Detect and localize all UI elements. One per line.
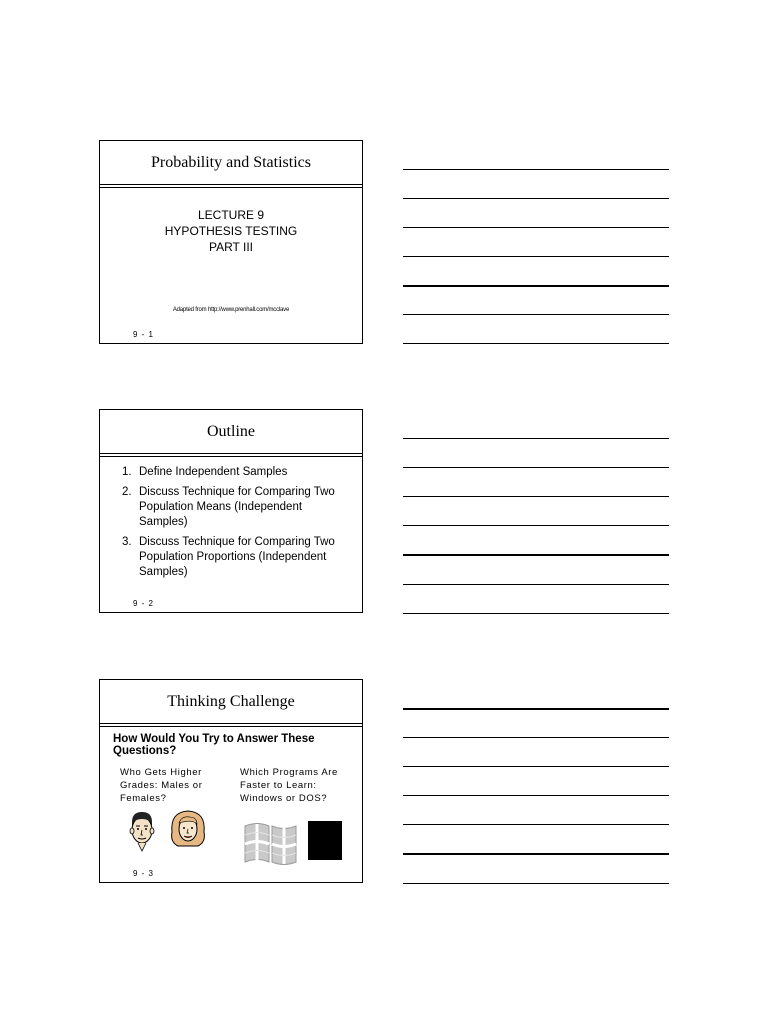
list-item: [122, 535, 350, 580]
notes-line: [403, 525, 669, 526]
list-item: [122, 465, 350, 480]
slide-number: 9 - 1: [133, 330, 155, 339]
notes-line: [403, 795, 669, 796]
lecture-number: LECTURE 9: [197, 208, 265, 222]
lecture-topic: HYPOTHESIS TESTING: [164, 224, 298, 238]
notes-line: [403, 496, 669, 497]
slide-title: Thinking Challenge: [100, 680, 362, 724]
notes-line: [403, 438, 669, 439]
slide-number: 9 - 3: [133, 869, 155, 878]
outline-list: [122, 465, 350, 585]
question-line: Faster to Learn:: [240, 780, 317, 791]
question-line: Grades: Males or: [120, 780, 203, 791]
item-number: 1.: [122, 466, 132, 478]
item-text: Define Independent Samples: [139, 466, 288, 478]
notes-line: [403, 314, 669, 315]
slide-title: Probability and Statistics: [100, 141, 362, 185]
male-face-icon: [126, 810, 158, 852]
slide-title: Outline: [100, 410, 362, 454]
notes-line: [403, 198, 669, 199]
notes-line: [403, 766, 669, 767]
notes-line: [403, 285, 669, 287]
lecture-part: PART III: [208, 240, 253, 254]
dos-screen-icon: [308, 821, 342, 860]
question-line: Females?: [120, 793, 167, 804]
source-credit: Adapted from http://www.prenhall.com/mcclave: [172, 307, 290, 313]
notes-line: [403, 883, 669, 884]
software-question: [240, 766, 338, 805]
item-text: Discuss Technique for Comparing Two Population Means (Independent Samples): [139, 486, 335, 528]
notes-line: [403, 824, 669, 825]
notes-line: [403, 227, 669, 228]
slide-1: [99, 140, 363, 344]
item-number: 2.: [122, 486, 132, 498]
gender-question: [120, 766, 202, 805]
item-number: 3.: [122, 536, 132, 548]
notes-line: [403, 584, 669, 585]
notes-line: [403, 613, 669, 614]
notes-line: [403, 169, 669, 170]
windows-logo-icon: [243, 820, 298, 865]
notes-line: [403, 256, 669, 257]
lecture-title-block: [100, 207, 362, 255]
notes-line: [403, 853, 669, 855]
slide-3: [99, 679, 363, 883]
notes-line: [403, 708, 669, 710]
question-line: Which Programs Are: [240, 767, 338, 778]
notes-line: [403, 467, 669, 468]
question-heading: How Would You Try to Answer These Questions?: [113, 733, 315, 757]
notes-line: [403, 343, 669, 344]
question-line: Who Gets Higher: [120, 767, 202, 778]
item-text: Discuss Technique for Comparing Two Population Proportions (Independent Samples): [139, 536, 335, 578]
list-item: [122, 485, 350, 530]
question-line: Windows or DOS?: [240, 793, 328, 804]
notes-line: [403, 554, 669, 556]
notes-line: [403, 737, 669, 738]
slide-2: [99, 409, 363, 613]
female-face-icon: [168, 808, 208, 850]
slide-number: 9 - 2: [133, 599, 155, 608]
